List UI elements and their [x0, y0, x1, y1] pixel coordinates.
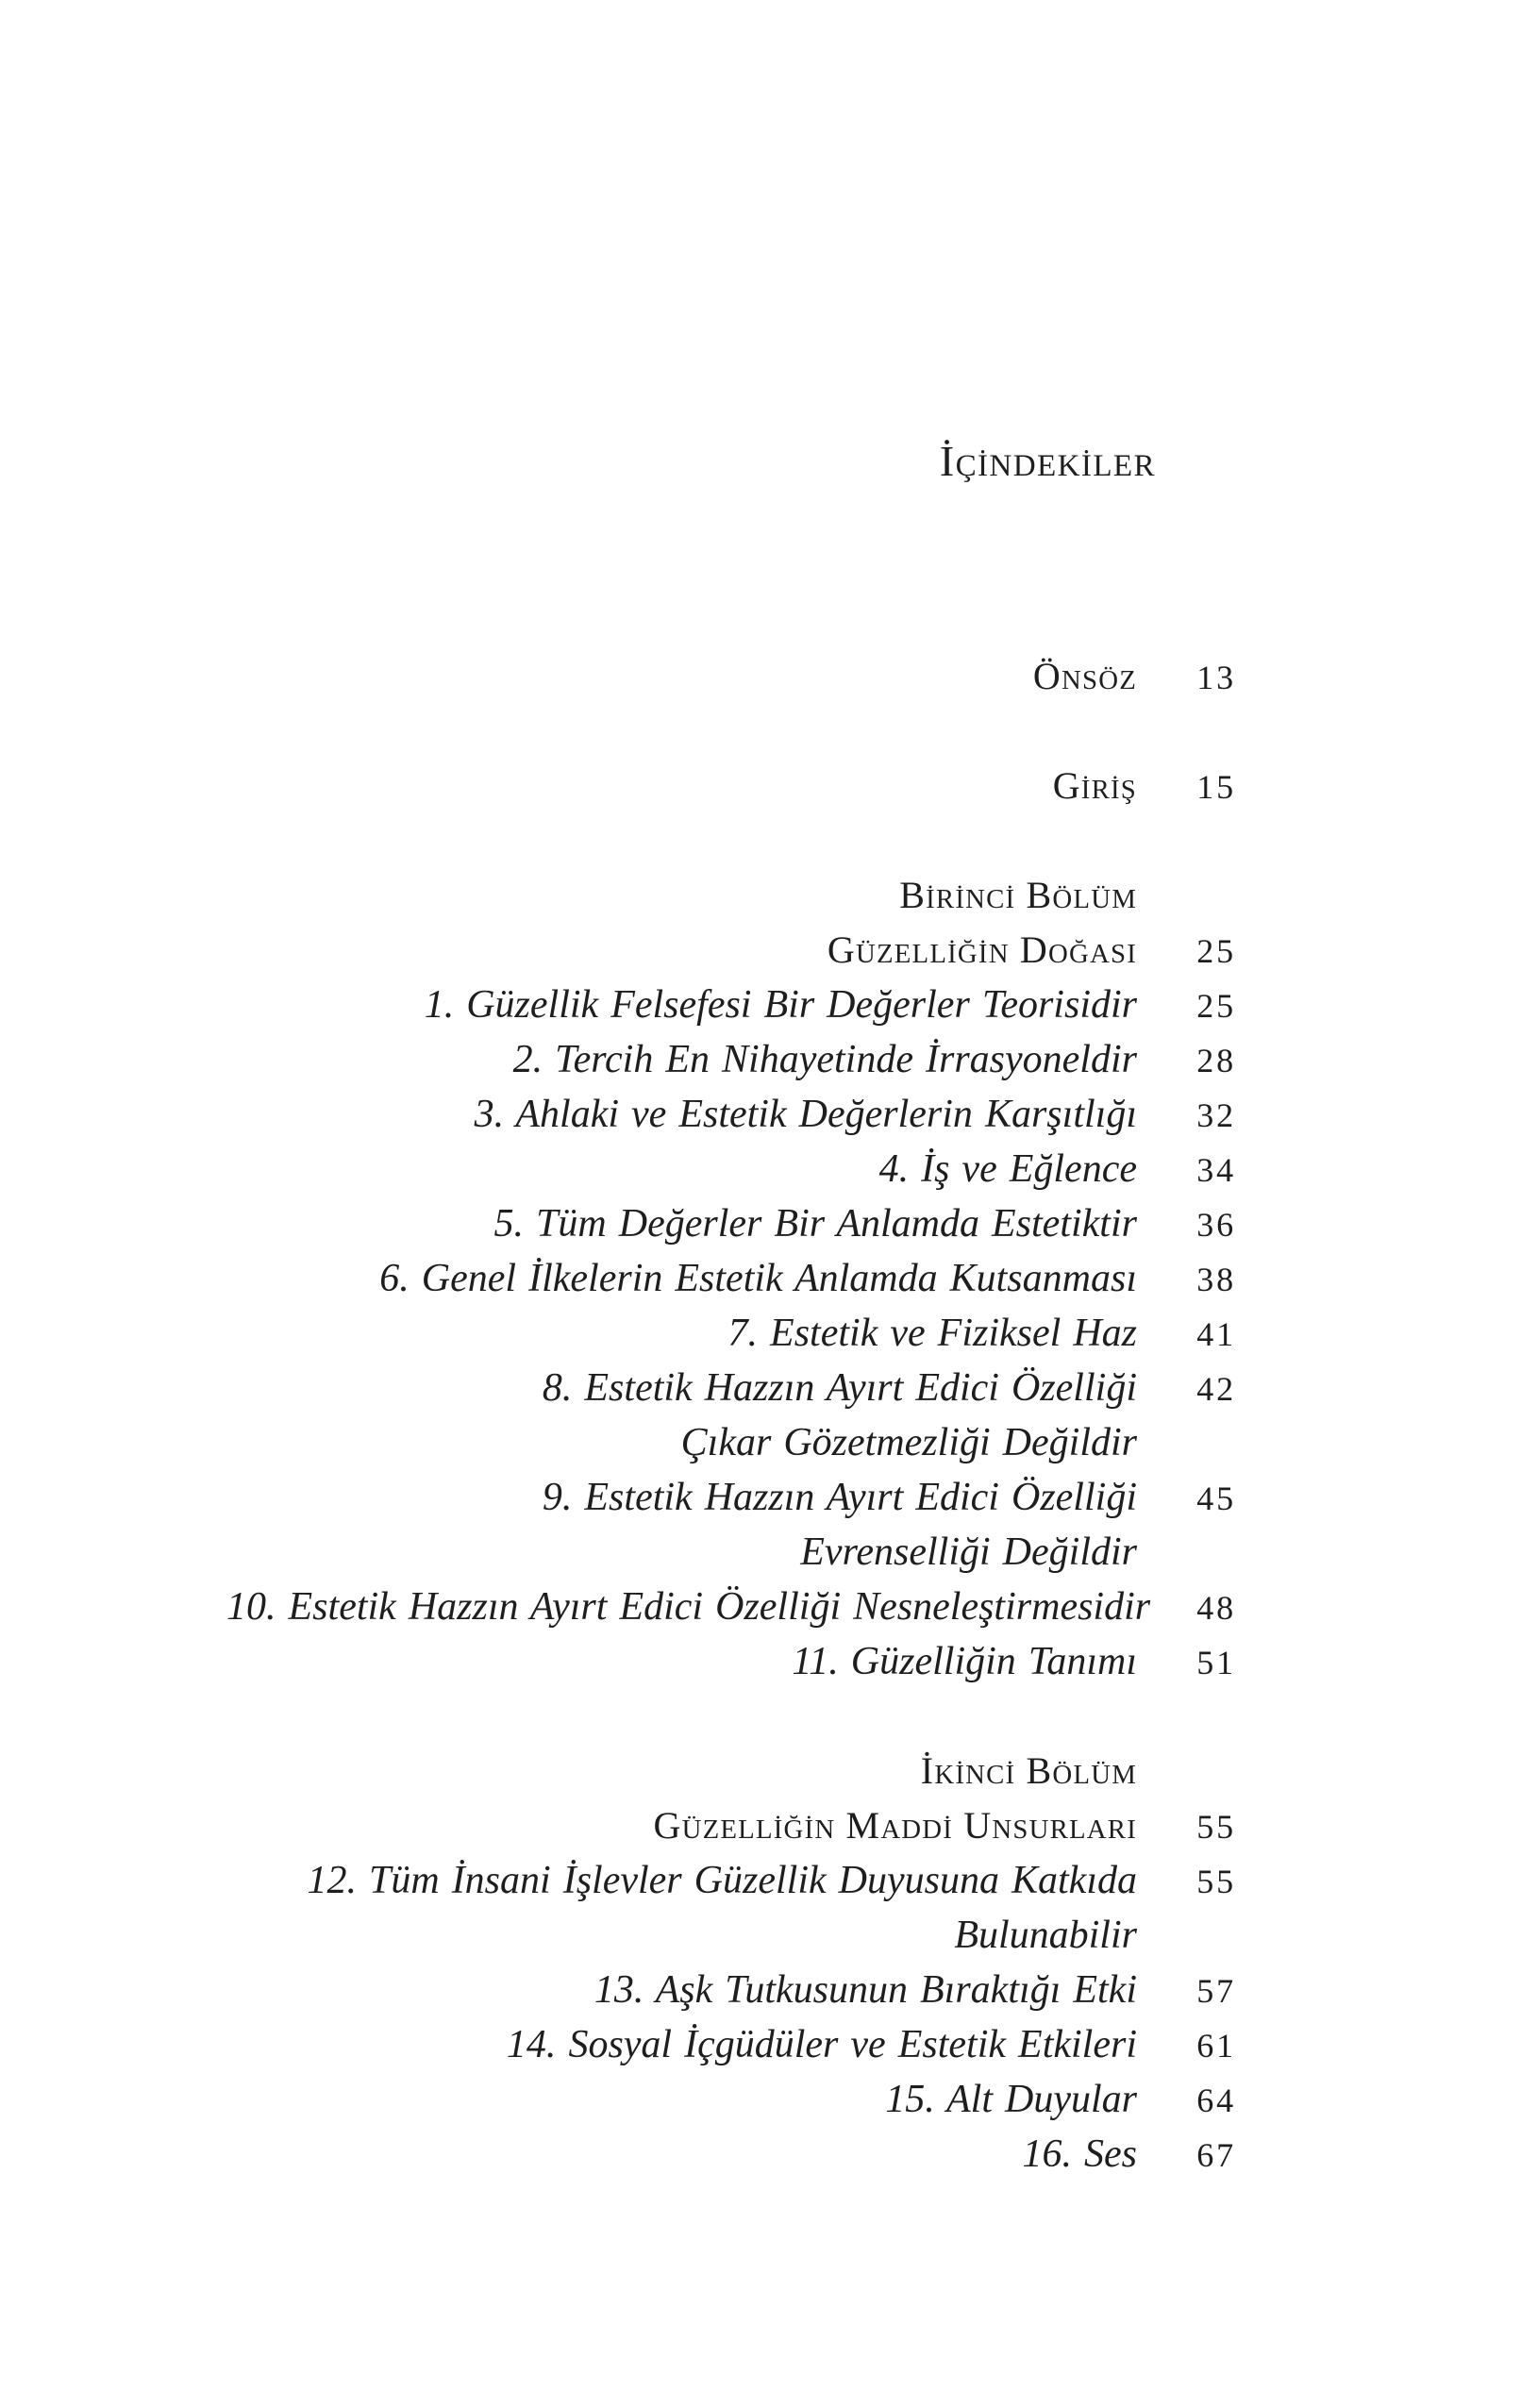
toc-section-row: [226, 873, 1236, 928]
toc-entry-title: 3. Ahlaki ve Estetik Değerlerin Karşıtlığı: [474, 1093, 1137, 1136]
toc-entry-row: [226, 1475, 1236, 1530]
toc-page-number: 34: [1196, 1151, 1236, 1189]
toc-entry-title: 14. Sosyal İçgüdüler ve Estetik Etkileri: [506, 2023, 1137, 2066]
toc-page-number: 41: [1196, 1315, 1236, 1353]
toc-entry-title: 13. Aşk Tutkusunun Bıraktığı Etki: [593, 1968, 1137, 2012]
toc-page-number: 32: [1196, 1096, 1236, 1134]
toc-entry-row: [226, 1256, 1236, 1311]
toc-entry-title: 8. Estetik Hazzın Ayırt Edici Özelliği: [542, 1366, 1137, 1410]
toc-entry-title: 4. İş ve Eğlence: [878, 1147, 1137, 1191]
toc-entry-row: [226, 1967, 1236, 2022]
toc-entry-title: 1. Güzellik Felsefesi Bir Değerler Teorisidir: [424, 983, 1137, 1027]
toc-entry-row: [226, 1311, 1236, 1365]
toc-entry-title: 7. Estetik ve Fiziksel Haz: [727, 1312, 1137, 1355]
toc-page-number: 38: [1196, 1261, 1236, 1298]
toc-entry-row: [226, 1201, 1236, 1256]
toc-page-number: 25: [1196, 932, 1236, 970]
toc-section-row: [226, 1748, 1236, 1803]
toc-section-row: [226, 763, 1236, 818]
toc-page-number: 25: [1196, 987, 1236, 1025]
toc-entry-title: 5. Tüm Değerler Bir Anlamda Estetiktir: [493, 1202, 1137, 1246]
toc-entry-title: 2. Tercih En Nihayetinde İrrasyoneldir: [512, 1038, 1137, 1081]
toc-entry-row: [226, 1037, 1236, 1092]
toc-entry-row: [226, 1584, 1236, 1639]
toc-page-number: 45: [1196, 1480, 1236, 1517]
toc-entry-title: 9. Estetik Hazzın Ayırt Edici Özelliği: [542, 1476, 1137, 1519]
toc-section-row: [226, 654, 1236, 709]
toc-page-number: 36: [1196, 1206, 1236, 1244]
toc-entry-row: [226, 1365, 1236, 1420]
toc-entry-row: [226, 1530, 1236, 1584]
toc-page-number: 57: [1196, 1972, 1236, 2010]
toc-entry-title: Evrenselliği Değildir: [800, 1530, 1137, 1574]
toc-entry-title: Bulunabilir: [954, 1914, 1137, 1957]
toc-entry-row: [226, 2132, 1236, 2186]
toc-section-title: GÜZELLİĞİN MADDİ UNSURLARI: [653, 1804, 1137, 1847]
toc-entry-row: [226, 1858, 1236, 1913]
toc-entry-row: [226, 2077, 1236, 2132]
toc-entry-title: 15. Alt Duyular: [885, 2078, 1137, 2121]
toc-page-number: 61: [1196, 2027, 1236, 2065]
toc-page-number: 67: [1196, 2136, 1236, 2174]
toc-entry-row: [226, 982, 1236, 1037]
toc-section-title: BİRİNCİ BÖLÜM: [899, 874, 1137, 916]
toc-entry-title: Çıkar Gözetmezliği Değildir: [680, 1421, 1137, 1464]
toc-page-number: 48: [1196, 1589, 1236, 1627]
toc-section-title: İKİNCİ BÖLÜM: [920, 1749, 1137, 1792]
toc-page-number: 15: [1196, 768, 1236, 806]
toc-section-title: ÖNSÖZ: [1032, 655, 1137, 697]
toc-entry-row: [226, 1420, 1236, 1475]
toc-entry-title: 10. Estetik Hazzın Ayırt Edici Özelliği Nesneleştirmesidir: [226, 1585, 1151, 1629]
toc-page-number: 28: [1196, 1042, 1236, 1079]
toc-section-row: [226, 928, 1236, 982]
toc-list: [226, 654, 1236, 2186]
toc-entry-row: [226, 1639, 1236, 1694]
toc-section-title: GİRİŞ: [1052, 764, 1137, 807]
toc-entry-title: 12. Tüm İnsani İşlevler Güzellik Duyusuna Katkıda: [307, 1859, 1137, 1902]
toc-entry-row: [226, 1913, 1236, 1967]
toc-page-number: 64: [1196, 2082, 1236, 2119]
toc-page-number: 42: [1196, 1370, 1236, 1408]
toc-entry-title: 11. Güzelliğin Tanımı: [792, 1640, 1137, 1683]
toc-entry-row: [226, 1092, 1236, 1146]
toc-content: [226, 434, 1236, 2186]
toc-entry-title: 16. Ses: [1022, 2132, 1137, 2176]
toc-entry-title: 6. Genel İlkelerin Estetik Anlamda Kutsanması: [379, 1257, 1137, 1300]
page-title: İÇİNDEKİLER: [939, 437, 1156, 485]
toc-section-row: [226, 1803, 1236, 1858]
toc-page-number: 55: [1196, 1863, 1236, 1900]
toc-entry-row: [226, 1146, 1236, 1201]
toc-page-number: 13: [1196, 659, 1236, 696]
toc-page-number: 51: [1196, 1644, 1236, 1681]
toc-section-title: GÜZELLİĞİN DOĞASI: [827, 928, 1137, 971]
toc-entry-row: [226, 2022, 1236, 2077]
toc-page-number: 55: [1196, 1808, 1236, 1846]
